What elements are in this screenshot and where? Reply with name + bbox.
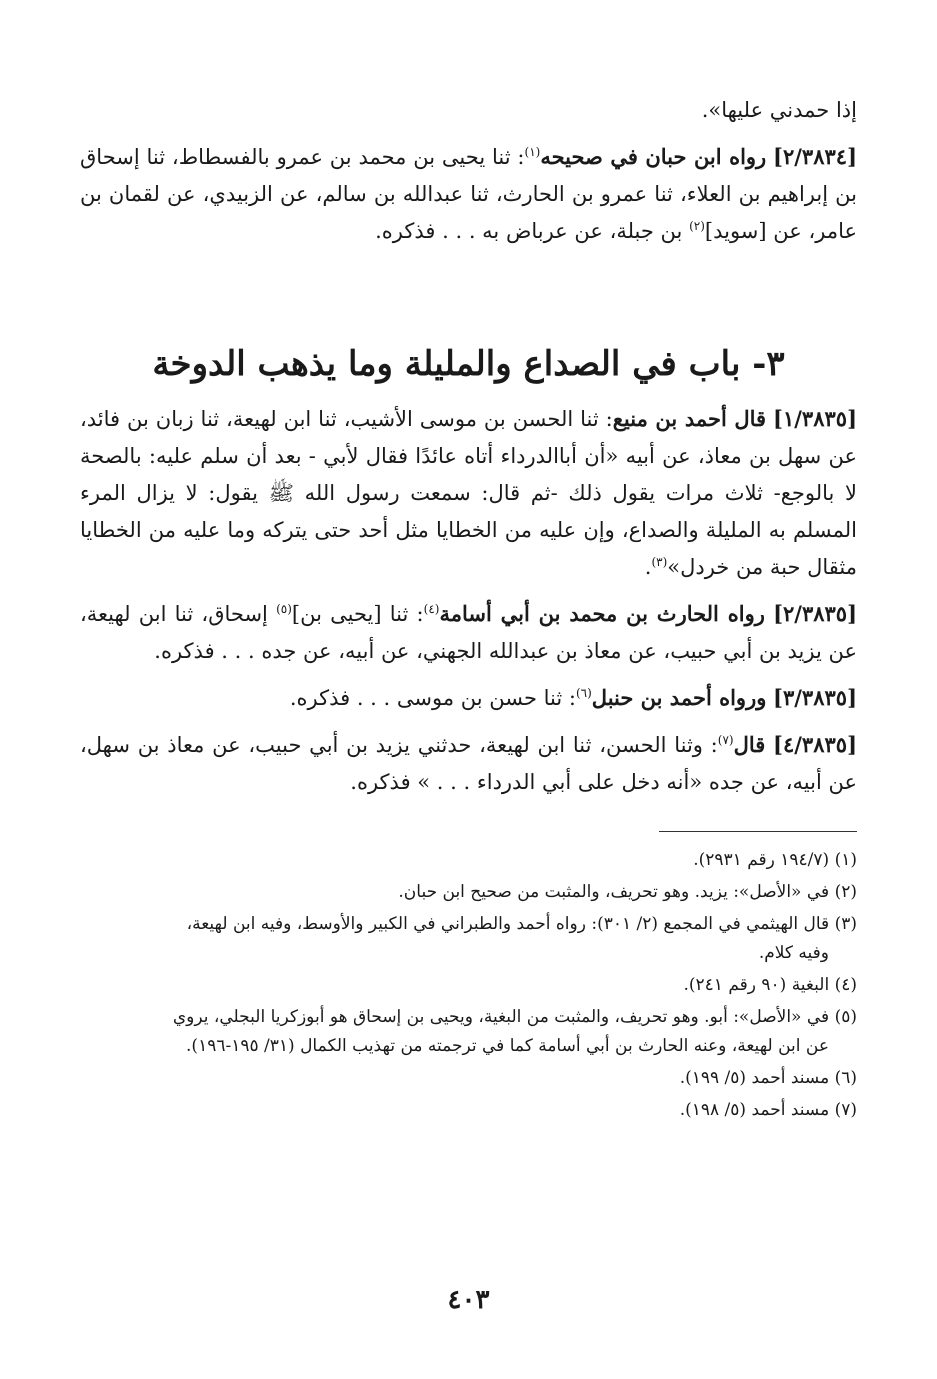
footnote-4 xyxy=(80,971,857,1000)
footnote-marker[interactable]: (١) xyxy=(524,145,541,159)
footnote-text: في «الأصل»: يزيد. وهو تحريف، والمثبت من صحيح ابن حبان. xyxy=(398,882,830,902)
footnote-text: مسند أحمد (٥/ ١٩٩). xyxy=(679,1068,830,1088)
hadith-paragraph-3835-4 xyxy=(80,726,857,801)
intro-line xyxy=(80,92,857,129)
hadith-ref: [٢/٣٨٣٤] xyxy=(773,144,857,169)
hadith-text: : ثنا الحسن بن موسى الأشيب، ثنا ابن لهيعة، ثنا زبان بن فائد، عن سهل بن معاذ، عن أبيه «أن أباالدرداء أتاه عائدًا فقال لأبي - بعد أن سلم عليه: بالصحة لا بالوجع- ثلاث مرات يقول ذلك -ثم قال: سمعت رسول الله ﷺ يقول: لا يزال المرء المسلم به المليلة والصداع، وإن عليه من الخطايا مثل أحد حتى يتركه وما عليه من الخطايا مثقال حبة من خردل» xyxy=(80,407,857,579)
footnote-separator xyxy=(659,831,857,832)
footnote-text: (١٩٤/٧ رقم ٢٩٣١). xyxy=(693,850,830,870)
hadith-ref: [٣/٣٨٣٥] xyxy=(773,685,857,710)
footnote-marker[interactable]: (٧) xyxy=(717,733,734,747)
footnote-text: في «الأصل»: أبو. وهو تحريف، والمثبت من البغية، ويحيى بن إسحاق هو أبوزكريا البجلي، يروي xyxy=(172,1007,830,1027)
footnote-marker[interactable]: (٥) xyxy=(276,602,292,616)
footnote-number: (١) xyxy=(834,850,857,870)
page-number: ٤٠٣ xyxy=(447,1285,490,1315)
hadith-source: رواه الحارث بن محمد بن أبي أسامة xyxy=(439,601,765,626)
hadith-text: : ثنا يحيى بن محمد بن عمرو بالفسطاط، ثنا إسحاق بن إبراهيم بن العلاء، ثنا عمرو بن الحارث، ثنا عبدالله بن سالم، عن الزبيدي، عن لقمان بن عامر، عن [سويد] xyxy=(80,145,857,243)
hadith-text: : ثنا [يحيى بن] xyxy=(291,602,424,626)
footnote-5 xyxy=(80,1003,857,1061)
footnote-7 xyxy=(80,1096,857,1125)
intro-text: إذا حمدني عليها». xyxy=(701,98,857,122)
hadith-source: رواه ابن حبان في صحيحه xyxy=(540,144,767,169)
hadith-paragraph-3834-2 xyxy=(80,138,857,250)
footnote-number: (٤) xyxy=(834,975,857,995)
footnote-number: (٧) xyxy=(834,1100,857,1120)
footnotes xyxy=(80,846,857,1125)
footnote-1 xyxy=(80,846,857,875)
hadith-text: : وثنا الحسن، ثنا ابن لهيعة، حدثني يزيد بن أبي حبيب، عن معاذ بن سهل، عن أبيه، عن جده «أنه دخل على أبي الدرداء . . . » فذكره. xyxy=(80,733,857,794)
hadith-text-end: . xyxy=(644,555,652,579)
footnote-text: البغية (٩٠ رقم ٢٤١). xyxy=(683,975,830,995)
footnote-text: قال الهيثمي في المجمع (٢/ ٣٠١): رواه أحمد والطبراني في الكبير والأوسط، وفيه ابن لهيعة، xyxy=(186,914,830,934)
footnote-marker[interactable]: (٦) xyxy=(575,686,592,700)
hadith-ref: [٤/٣٨٣٥] xyxy=(773,732,857,757)
footnote-continuation: عن ابن لهيعة، وعنه الحارث بن أبي أسامة كما في ترجمته من تهذيب الكمال (٣١/ ١٩٥-١٩٦). xyxy=(186,1036,829,1056)
hadith-paragraph-3835-1 xyxy=(80,400,857,586)
footnote-3 xyxy=(80,910,857,968)
hadith-text: بن جبلة، عن عرباض به . . . فذكره. xyxy=(375,219,690,243)
section-title: ٣- باب في الصداع والمليلة وما يذهب الدوخة xyxy=(152,344,785,384)
hadith-source: ورواه أحمد بن حنبل xyxy=(591,685,767,710)
footnote-marker[interactable]: (٤) xyxy=(423,602,440,616)
hadith-ref: [١/٣٨٣٥] xyxy=(773,406,857,431)
footnote-number: (٢) xyxy=(834,882,857,902)
footnote-6 xyxy=(80,1064,857,1093)
footnote-continuation: وفيه كلام. xyxy=(758,943,829,963)
footnote-2 xyxy=(80,878,857,907)
footnote-number: (٣) xyxy=(834,914,857,934)
footnote-separator-wrap xyxy=(80,831,857,832)
hadith-source: قال أحمد بن منيع xyxy=(612,406,767,431)
hadith-paragraph-3835-3 xyxy=(80,679,857,717)
hadith-text: : ثنا حسن بن موسى . . . فذكره. xyxy=(289,686,576,710)
footnote-number: (٦) xyxy=(834,1068,857,1088)
footnote-marker[interactable]: (٢) xyxy=(689,219,705,233)
hadith-text: إسحاق، ثنا ابن لهيعة، عن يزيد بن أبي حبيب، عن معاذ بن عبدالله الجهني، عن أبيه، عن جده . . . فذكره. xyxy=(80,602,857,663)
hadith-ref: [٢/٣٨٣٥] xyxy=(773,601,858,626)
footnote-number: (٥) xyxy=(834,1007,857,1027)
hadith-source: قال xyxy=(733,732,766,757)
hadith-paragraph-3835-2 xyxy=(80,595,857,670)
footnote-text: مسند أحمد (٥/ ١٩٨). xyxy=(679,1100,830,1120)
footnote-marker[interactable]: (٣) xyxy=(651,555,668,569)
